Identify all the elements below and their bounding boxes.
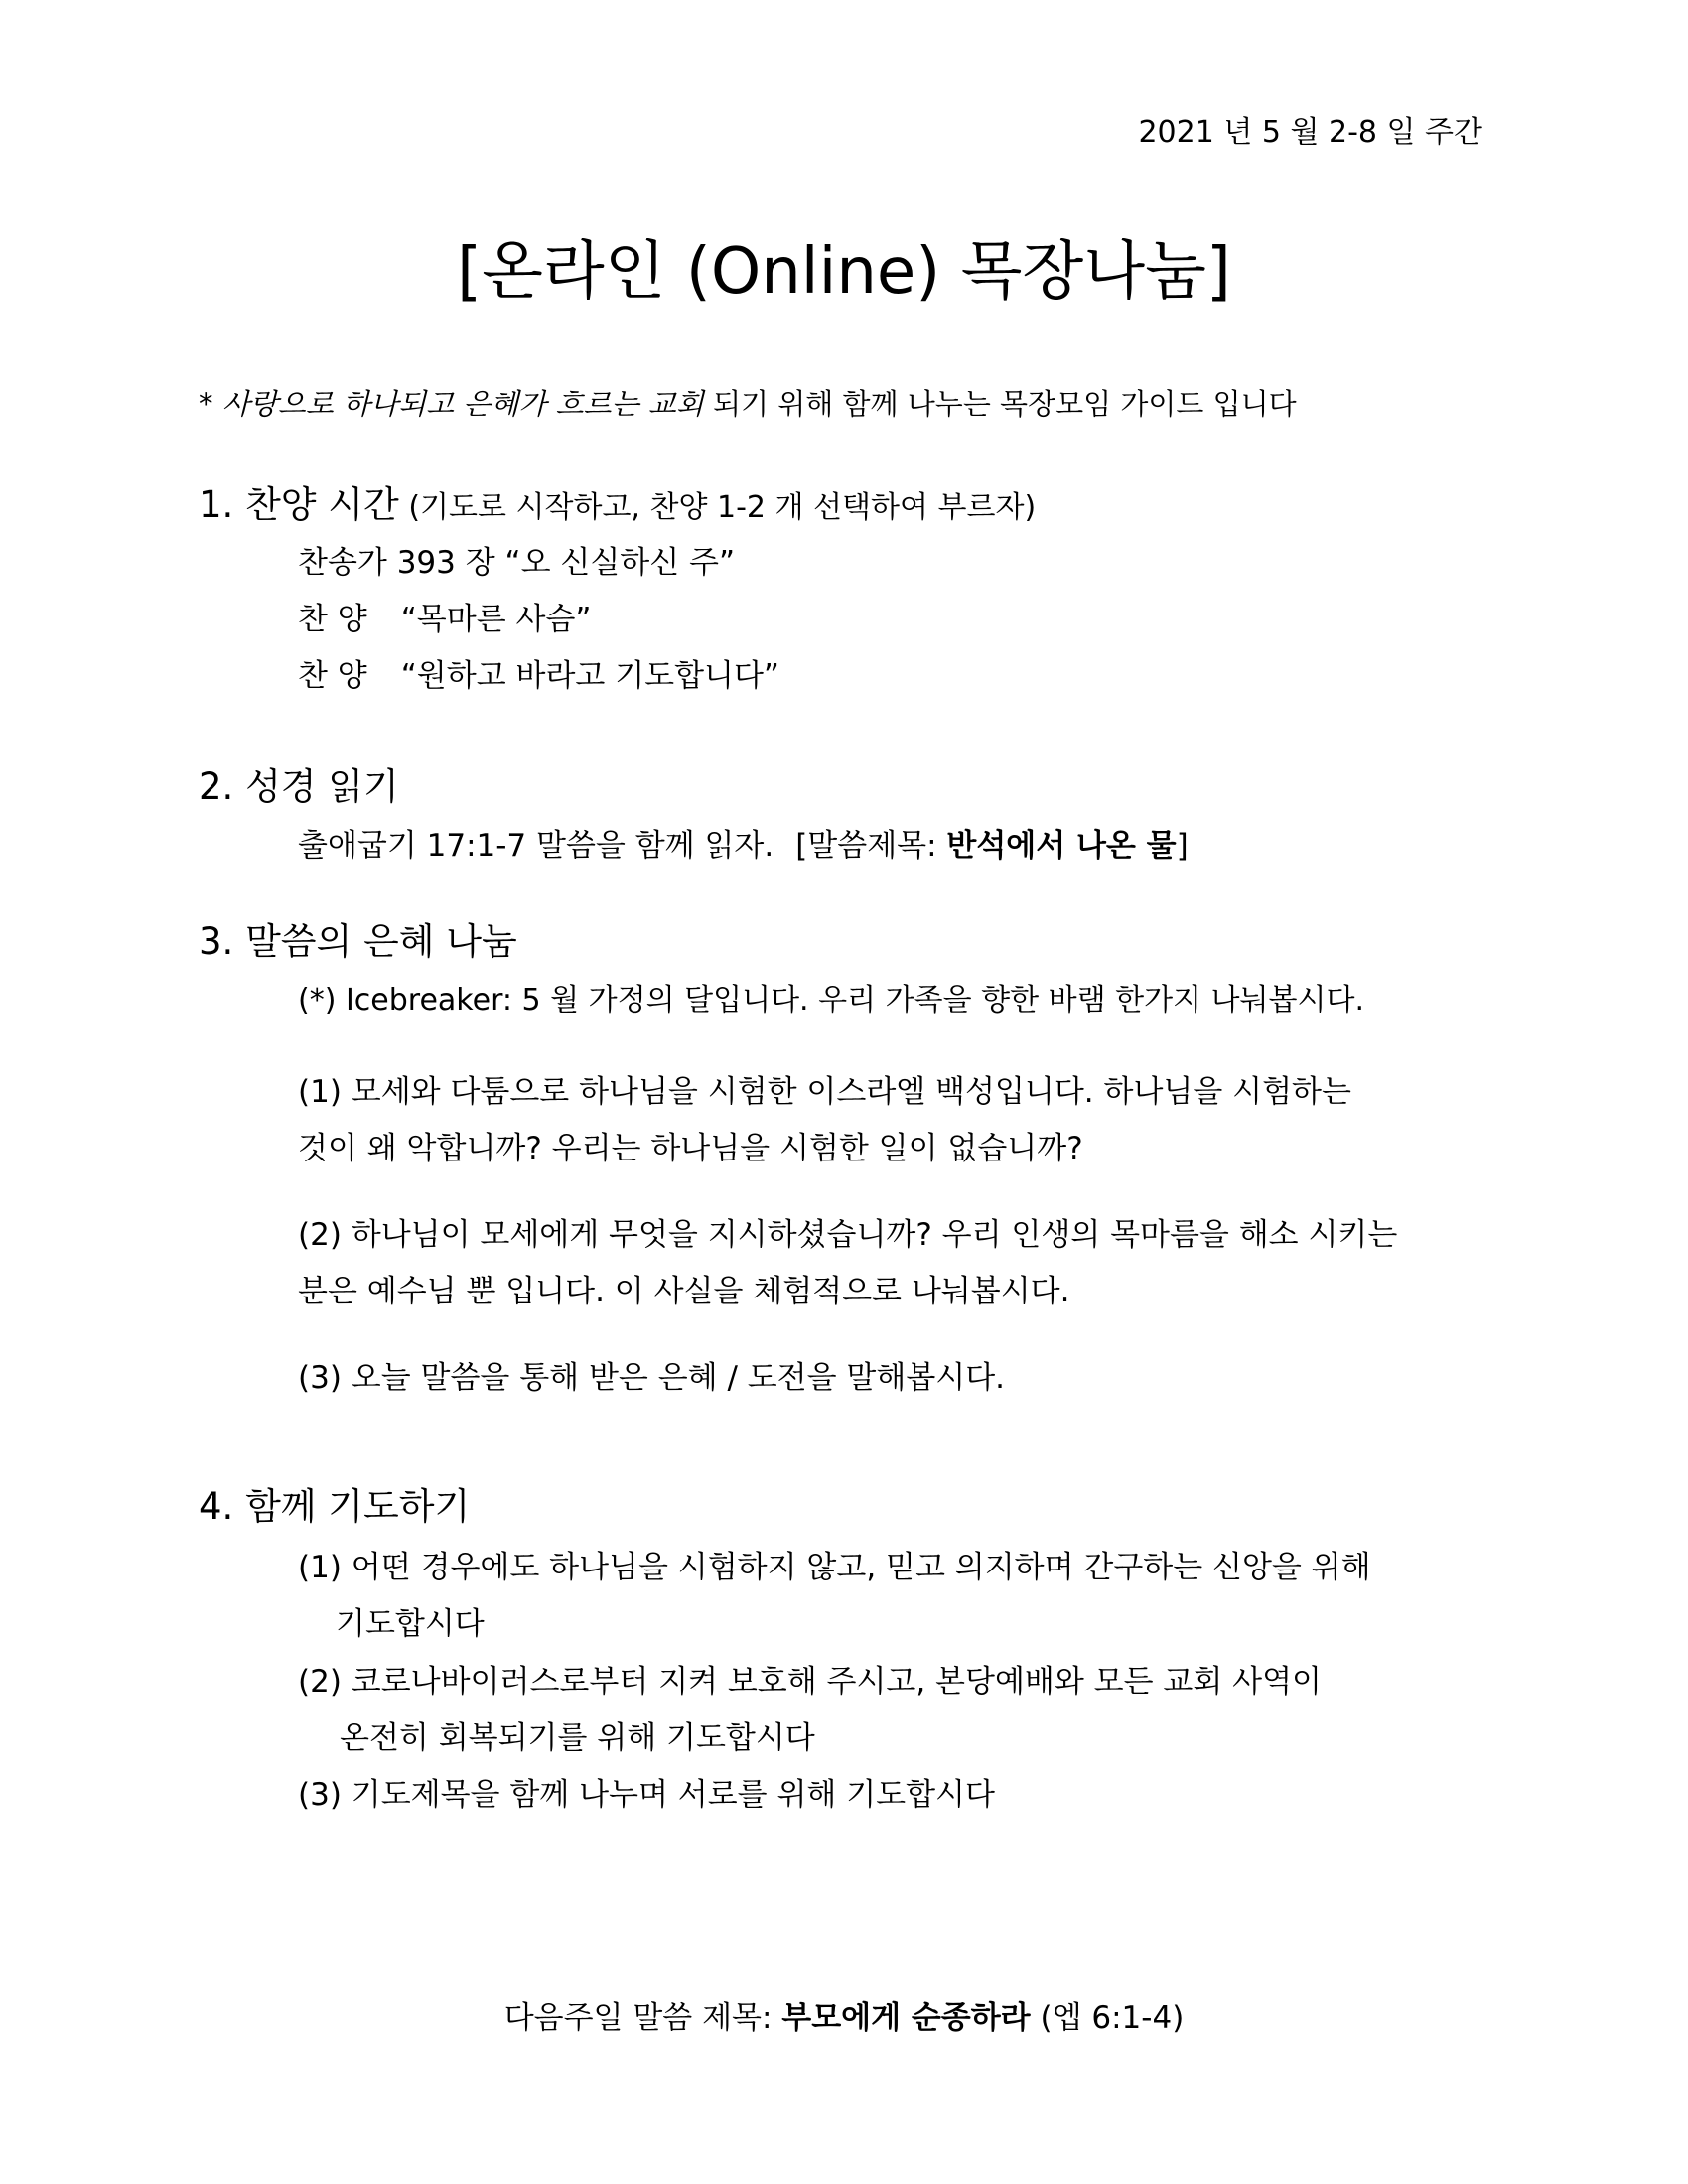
praise-label: 찬 양 [298, 658, 367, 694]
praise-item [298, 650, 779, 695]
bible-reading: 출애굽기 17:1-7 말씀을 함께 읽자. [298, 828, 774, 864]
question-2-line-1: (2) 하나님이 모세에게 무엇을 지시하셨습니까? 우리 인생의 목마름을 해소 시키는 [298, 1217, 1398, 1253]
prayer-3: (3) 기도제목을 함께 나누며 서로를 위해 기도합시다 [298, 1777, 995, 1813]
question-2-line-2: 분은 예수님 뿐 입니다. 이 사실을 체험적으로 나눠봅시다. [298, 1274, 1070, 1309]
question-1-line-2: 것이 왜 악합니까? 우리는 하나님을 시험한 일이 없습니까? [298, 1131, 1083, 1166]
intro-prefix: * [199, 387, 222, 421]
section-1-heading [199, 475, 1036, 528]
week-date: 2021 년 5 월 2-8 일 주간 [1138, 115, 1482, 150]
hymn-song: “오 신실하신 주” [504, 545, 736, 581]
sermon-suffix: ] [1176, 828, 1189, 864]
praise-item [298, 594, 591, 638]
section-1-title: 1. 찬양 시간 [199, 483, 399, 526]
intro-line [199, 382, 1297, 423]
next-week-ref: (엡 6:1-4) [1030, 2000, 1185, 2036]
question-3: (3) 오늘 말씀을 통해 받은 은혜 / 도전을 말해봅시다. [298, 1360, 1006, 1396]
praise-label: 찬 양 [298, 602, 367, 637]
sermon-prefix: [말씀제목: [795, 828, 947, 864]
prayer-1-line-1: (1) 어떤 경우에도 하나님을 시험하지 않고, 믿고 의지하며 간구하는 신앙을 위해 [298, 1550, 1371, 1585]
prayer-2-line-1: (2) 코로나바이러스로부터 지켜 보호해 주시고, 본당예배와 모든 교회 사역이 [298, 1664, 1322, 1700]
page-title: [온라인 (Online) 목장나눔] [457, 235, 1231, 309]
intro-emphasis: 사랑으로 하나되고 은혜가 흐르는 교회 [221, 387, 704, 421]
intro-rest: 되기 위해 함께 나누는 목장모임 가이드 입니다 [703, 387, 1297, 421]
section-1-note: (기도로 시작하고, 찬양 1-2 개 선택하여 부르자) [398, 490, 1037, 525]
icebreaker-question: (*) Icebreaker: 5 월 가정의 달입니다. 우리 가족을 향한 바램 한가지 나눠봅시다. [298, 983, 1364, 1018]
question-1-line-1: (1) 모세와 다툼으로 하나님을 시험한 이스라엘 백성입니다. 하나님을 시험하는 [298, 1074, 1351, 1110]
next-week-title: 부모에게 순종하라 [781, 2000, 1031, 2036]
prayer-2-line-2: 온전히 회복되기를 위해 기도합시다 [340, 1720, 815, 1756]
sermon-title: 반석에서 나온 물 [946, 828, 1177, 864]
next-week-prefix: 다음주일 말씀 제목: [503, 2000, 782, 2036]
section-4-heading: 4. 함께 기도하기 [199, 1485, 471, 1528]
hymn-label: 찬송가 393 장 [298, 545, 495, 581]
praise-song: “원하고 바라고 기도합니다” [400, 658, 779, 694]
praise-song: “목마른 사슴” [400, 602, 592, 637]
section-2-heading: 2. 성경 읽기 [199, 765, 399, 808]
hymn-item [298, 537, 735, 582]
section-3-heading: 3. 말씀의 은혜 나눔 [199, 920, 517, 963]
bible-reading-line [298, 820, 1189, 865]
next-week-sermon [0, 1992, 1688, 2037]
prayer-1-line-2: 기도합시다 [336, 1606, 485, 1642]
